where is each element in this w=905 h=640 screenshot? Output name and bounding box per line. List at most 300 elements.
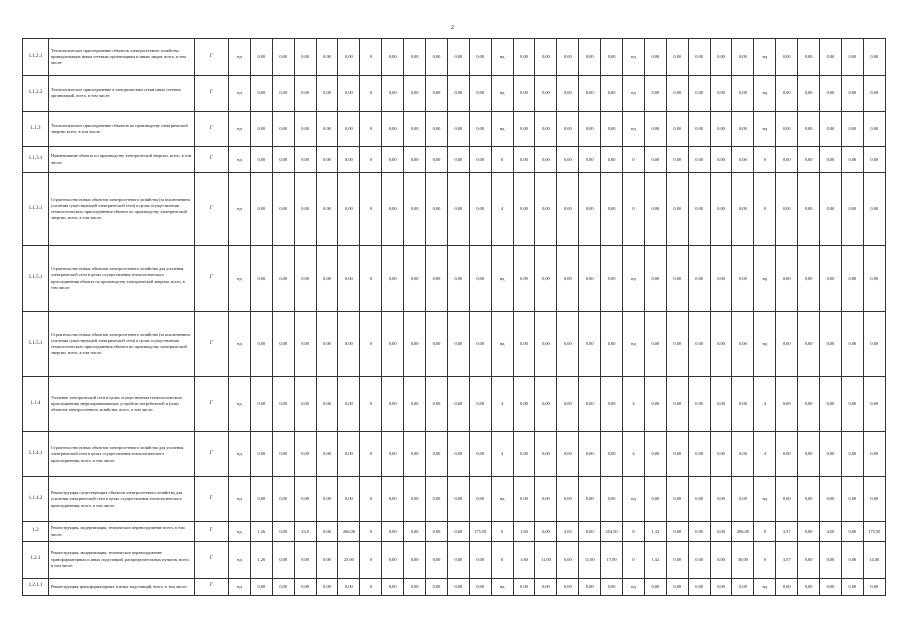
value-cell: нд: [229, 172, 251, 246]
value-cell: нд: [623, 111, 645, 147]
row-category: Г: [195, 578, 229, 595]
value-cell: 0,00: [535, 147, 557, 173]
row-code: 1.1.3: [23, 111, 49, 147]
row-description: Строительство новых объектов электросетевого хозяйства (за исключением усиления существующей электрической сети) в целях осуществления технологического присоединения объекта по производству электрической энергии, всего, в том числе:: [49, 172, 195, 246]
value-cell: 0,00: [579, 477, 601, 522]
value-cell: 0,00: [316, 541, 338, 578]
value-cell: 0,00: [272, 477, 294, 522]
value-cell: 0,00: [382, 172, 404, 246]
value-cell: 0,00: [644, 377, 666, 432]
value-cell: 0,00: [272, 147, 294, 173]
value-cell: 0,00: [338, 147, 360, 173]
value-cell: 0,00: [557, 172, 579, 246]
value-cell: 0,00: [557, 578, 579, 595]
value-cell: 0,00: [841, 377, 863, 432]
value-cell: 0,00: [644, 111, 666, 147]
value-cell: 4: [754, 377, 776, 432]
value-cell: 0,00: [666, 111, 688, 147]
row-code: 1.1.5.1: [23, 246, 49, 311]
value-cell: 0,00: [820, 246, 842, 311]
value-cell: нд: [229, 75, 251, 111]
value-cell: 0,00: [447, 311, 469, 376]
value-cell: 0,00: [447, 172, 469, 246]
value-cell: 0,00: [841, 477, 863, 522]
value-cell: 0,00: [798, 311, 820, 376]
value-cell: 0,00: [294, 578, 316, 595]
value-cell: 0,00: [579, 311, 601, 376]
value-cell: 0: [754, 172, 776, 246]
value-cell: 0,00: [426, 172, 448, 246]
value-cell: 0,00: [338, 311, 360, 376]
row-category: Г: [195, 111, 229, 147]
value-cell: 0,00: [316, 477, 338, 522]
value-cell: 0,00: [644, 578, 666, 595]
value-cell: 0,00: [732, 39, 754, 76]
row-code: 1.1.3.1: [23, 172, 49, 246]
value-cell: 0,00: [535, 246, 557, 311]
value-cell: 0,00: [250, 377, 272, 432]
row-category: Г: [195, 75, 229, 111]
value-cell: 0,00: [579, 246, 601, 311]
value-cell: 0: [360, 39, 382, 76]
value-cell: нд: [491, 39, 513, 76]
value-cell: нд: [623, 477, 645, 522]
row-code: 1.1.5.1: [23, 311, 49, 376]
value-cell: 0,00: [338, 111, 360, 147]
table-row: [23, 39, 886, 76]
value-cell: нд: [754, 477, 776, 522]
value-cell: 0,00: [557, 246, 579, 311]
value-cell: 0,00: [447, 522, 469, 541]
value-cell: 0,00: [863, 311, 885, 376]
value-cell: нд: [229, 477, 251, 522]
value-cell: 0,00: [710, 432, 732, 477]
value-cell: 0,00: [666, 477, 688, 522]
value-cell: 0,00: [820, 477, 842, 522]
value-cell: 0,00: [688, 311, 710, 376]
value-cell: 0,00: [426, 147, 448, 173]
value-cell: 0,00: [294, 147, 316, 173]
value-cell: 0,00: [820, 541, 842, 578]
value-cell: 0,00: [469, 172, 491, 246]
value-cell: 0,00: [841, 541, 863, 578]
value-cell: 0,00: [688, 541, 710, 578]
value-cell: 0,00: [426, 75, 448, 111]
value-cell: нд: [754, 75, 776, 111]
value-cell: 0,00: [798, 578, 820, 595]
value-cell: 0: [360, 578, 382, 595]
value-cell: 0,00: [447, 477, 469, 522]
value-cell: 0,00: [316, 246, 338, 311]
value-cell: 11,00: [535, 541, 557, 578]
value-cell: 0,00: [820, 377, 842, 432]
value-cell: 0,00: [404, 377, 426, 432]
value-cell: нд: [623, 246, 645, 311]
value-cell: 0,00: [469, 147, 491, 173]
table-row: [23, 541, 886, 578]
value-cell: 0,00: [294, 541, 316, 578]
value-cell: 0,00: [316, 377, 338, 432]
value-cell: 0,00: [776, 246, 798, 311]
value-cell: нд: [491, 311, 513, 376]
value-cell: нд: [754, 578, 776, 595]
value-cell: 0,00: [404, 147, 426, 173]
value-cell: 0,00: [579, 39, 601, 76]
row-description: Технологическое присоединение к электрическим сетям иных сетевых организаций, всего, в том числе:: [49, 75, 195, 111]
value-cell: 0: [754, 522, 776, 541]
value-cell: 0,00: [666, 246, 688, 311]
value-cell: 0,00: [447, 541, 469, 578]
value-cell: 0,00: [250, 477, 272, 522]
value-cell: 30,00: [732, 541, 754, 578]
value-cell: 0,00: [732, 578, 754, 595]
value-cell: 0,00: [426, 578, 448, 595]
value-cell: 0,00: [710, 111, 732, 147]
value-cell: 0,00: [820, 311, 842, 376]
value-cell: 0,00: [513, 432, 535, 477]
value-cell: 0,00: [316, 578, 338, 595]
table-row: [23, 147, 886, 173]
value-cell: 0,00: [535, 432, 557, 477]
value-cell: 0: [491, 147, 513, 173]
value-cell: 0,00: [382, 541, 404, 578]
value-cell: 0,00: [557, 377, 579, 432]
value-cell: 0,00: [820, 39, 842, 76]
value-cell: нд: [754, 111, 776, 147]
value-cell: 0,00: [338, 578, 360, 595]
value-cell: нд: [491, 477, 513, 522]
value-cell: 0,00: [666, 578, 688, 595]
value-cell: 0,00: [666, 432, 688, 477]
value-cell: 0,00: [644, 147, 666, 173]
value-cell: 0,00: [250, 75, 272, 111]
row-code: 1.1.2.1: [23, 39, 49, 76]
value-cell: 0,00: [841, 311, 863, 376]
value-cell: 23,0: [294, 522, 316, 541]
value-cell: 0,00: [601, 246, 623, 311]
value-cell: 0,00: [513, 75, 535, 111]
value-cell: 0,00: [666, 75, 688, 111]
value-cell: 0,00: [688, 432, 710, 477]
value-cell: 0,00: [382, 477, 404, 522]
value-cell: 0,00: [294, 111, 316, 147]
row-category: Г: [195, 377, 229, 432]
value-cell: 0,00: [426, 522, 448, 541]
value-cell: 0,00: [688, 75, 710, 111]
value-cell: 0,00: [798, 541, 820, 578]
value-cell: нд: [229, 111, 251, 147]
value-cell: 0,00: [798, 377, 820, 432]
value-cell: 0,00: [601, 578, 623, 595]
value-cell: 0,00: [316, 147, 338, 173]
row-code: 1.2: [23, 522, 49, 541]
value-cell: 0,00: [601, 311, 623, 376]
value-cell: 0,00: [863, 432, 885, 477]
table-row: [23, 377, 886, 432]
value-cell: 0,00: [535, 75, 557, 111]
value-cell: нд: [491, 111, 513, 147]
value-cell: 0,00: [601, 39, 623, 76]
value-cell: 0,00: [316, 522, 338, 541]
value-cell: 0,00: [644, 75, 666, 111]
value-cell: 0,00: [710, 172, 732, 246]
value-cell: 0,00: [710, 39, 732, 76]
value-cell: 0,00: [404, 522, 426, 541]
value-cell: 0,00: [820, 111, 842, 147]
value-cell: 0,00: [382, 75, 404, 111]
value-cell: 0,00: [426, 111, 448, 147]
value-cell: 0,00: [732, 75, 754, 111]
value-cell: 0,00: [710, 522, 732, 541]
value-cell: 0,00: [404, 432, 426, 477]
value-cell: 0,00: [513, 246, 535, 311]
value-cell: 0,00: [535, 477, 557, 522]
value-cell: 0,00: [469, 246, 491, 311]
value-cell: 4: [491, 172, 513, 246]
value-cell: 0,00: [710, 477, 732, 522]
value-cell: 0,00: [338, 75, 360, 111]
value-cell: 0,00: [863, 246, 885, 311]
value-cell: 0,00: [798, 39, 820, 76]
value-cell: 0: [360, 541, 382, 578]
value-cell: нд: [754, 311, 776, 376]
value-cell: 0,00: [863, 377, 885, 432]
row-code: 1.1.4.2: [23, 477, 49, 522]
investment-program-table: [22, 38, 886, 596]
value-cell: 0,00: [820, 172, 842, 246]
page-number: 2: [451, 25, 454, 31]
value-cell: нд: [491, 75, 513, 111]
row-category: Г: [195, 39, 229, 76]
value-cell: 206,00: [732, 522, 754, 541]
value-cell: 0,00: [272, 578, 294, 595]
value-cell: 0,00: [250, 147, 272, 173]
value-cell: 0,00: [535, 311, 557, 376]
table-row: [23, 477, 886, 522]
value-cell: 17,00: [601, 541, 623, 578]
value-cell: 0,00: [798, 522, 820, 541]
value-cell: 0,00: [382, 522, 404, 541]
value-cell: 0,00: [798, 172, 820, 246]
value-cell: 0,00: [798, 477, 820, 522]
value-cell: 0,00: [644, 172, 666, 246]
value-cell: 0,00: [316, 172, 338, 246]
value-cell: нд: [754, 246, 776, 311]
value-cell: 0,00: [447, 246, 469, 311]
value-cell: 0,00: [250, 39, 272, 76]
value-cell: 0,00: [666, 311, 688, 376]
value-cell: 0,00: [250, 432, 272, 477]
value-cell: 0,00: [863, 39, 885, 76]
value-cell: 0,00: [513, 477, 535, 522]
value-cell: 0,00: [426, 432, 448, 477]
value-cell: 0,00: [294, 311, 316, 376]
row-code: 1.1.3.1: [23, 147, 49, 173]
value-cell: 0,00: [447, 39, 469, 76]
value-cell: 0,00: [513, 147, 535, 173]
row-description: Строительство новых объектов электросетевого хозяйства для усиления электрической сети в целях осуществления технологического присоединения объекта по производству электрической энергии, всего, в том числе:: [49, 246, 195, 311]
value-cell: 0,00: [426, 39, 448, 76]
value-cell: 0,00: [316, 111, 338, 147]
value-cell: 11,00: [579, 541, 601, 578]
value-cell: 0,00: [776, 75, 798, 111]
row-category: Г: [195, 541, 229, 578]
value-cell: 0,00: [382, 111, 404, 147]
value-cell: 0,00: [863, 578, 885, 595]
value-cell: 0,00: [841, 147, 863, 173]
value-cell: 0,00: [601, 75, 623, 111]
value-cell: 3,65: [557, 522, 579, 541]
value-cell: 0,00: [535, 111, 557, 147]
table-body: [23, 39, 886, 596]
value-cell: 0,00: [272, 432, 294, 477]
row-category: Г: [195, 432, 229, 477]
value-cell: 0,00: [250, 172, 272, 246]
table-row: [23, 522, 886, 541]
value-cell: 4: [623, 432, 645, 477]
value-cell: 0,00: [557, 311, 579, 376]
value-cell: 0,00: [732, 246, 754, 311]
value-cell: 1,32: [644, 522, 666, 541]
value-cell: 0,00: [863, 172, 885, 246]
value-cell: 0,00: [688, 578, 710, 595]
value-cell: 0,00: [469, 75, 491, 111]
value-cell: 4: [754, 432, 776, 477]
value-cell: 0,00: [469, 111, 491, 147]
value-cell: 0,00: [776, 377, 798, 432]
value-cell: 0,00: [841, 432, 863, 477]
value-cell: 0,00: [601, 172, 623, 246]
value-cell: 4: [491, 377, 513, 432]
value-cell: нд: [229, 311, 251, 376]
value-cell: 0,00: [382, 432, 404, 477]
value-cell: 0,00: [863, 147, 885, 173]
value-cell: 0,00: [688, 172, 710, 246]
value-cell: нд: [229, 147, 251, 173]
value-cell: 0,00: [338, 246, 360, 311]
value-cell: 0,00: [294, 39, 316, 76]
value-cell: 0,00: [426, 541, 448, 578]
value-cell: 0,00: [382, 39, 404, 76]
row-code: 1.2.1: [23, 541, 49, 578]
row-code: 1.2.1.1: [23, 578, 49, 595]
table-row: [23, 172, 886, 246]
value-cell: 1,26: [250, 522, 272, 541]
value-cell: 0: [623, 172, 645, 246]
value-cell: 0,00: [338, 39, 360, 76]
value-cell: 0,00: [294, 477, 316, 522]
value-cell: 0: [754, 147, 776, 173]
value-cell: 0,00: [469, 477, 491, 522]
value-cell: 0,00: [601, 111, 623, 147]
value-cell: 0,00: [863, 75, 885, 111]
value-cell: 0,00: [404, 578, 426, 595]
value-cell: 0,00: [666, 172, 688, 246]
value-cell: 0,00: [666, 522, 688, 541]
row-description: Усиление электрической сети в целях осуществления технологического присоединения энергопринимающих устройств потребителей и (или) объектов электросетевого хозяйства, всего, в том числе:: [49, 377, 195, 432]
value-cell: 25,00: [338, 541, 360, 578]
value-cell: 0,00: [820, 578, 842, 595]
value-cell: 0,00: [732, 147, 754, 173]
value-cell: 0: [491, 541, 513, 578]
value-cell: 0,00: [404, 39, 426, 76]
row-category: Г: [195, 147, 229, 173]
value-cell: 0,00: [798, 75, 820, 111]
value-cell: 0,00: [294, 172, 316, 246]
value-cell: 0,00: [338, 172, 360, 246]
value-cell: 0,00: [732, 432, 754, 477]
row-category: Г: [195, 311, 229, 376]
value-cell: 0,00: [644, 477, 666, 522]
value-cell: 0,00: [776, 147, 798, 173]
row-description: Строительство новых объектов электросетевого хозяйства (за исключением усиления существующей электрической сети) в целях осуществления технологического присоединения объекта по производству электрической энергии, всего, в том числе:: [49, 311, 195, 376]
value-cell: 0,00: [316, 311, 338, 376]
value-cell: 0,00: [841, 75, 863, 111]
value-cell: 0,00: [338, 377, 360, 432]
value-cell: 0,00: [404, 541, 426, 578]
value-cell: 0,00: [579, 147, 601, 173]
value-cell: 0,00: [732, 477, 754, 522]
row-category: Г: [195, 246, 229, 311]
row-description: Реконструкция, модернизация, техническое перевооружение всего, в том числе:: [49, 522, 195, 541]
value-cell: нд: [229, 39, 251, 76]
value-cell: 0,00: [710, 578, 732, 595]
row-category: Г: [195, 172, 229, 246]
value-cell: 0,00: [250, 246, 272, 311]
value-cell: 0,00: [272, 246, 294, 311]
value-cell: 0,00: [513, 311, 535, 376]
value-cell: 0,00: [382, 578, 404, 595]
value-cell: 0,00: [798, 246, 820, 311]
value-cell: 0,00: [841, 39, 863, 76]
value-cell: 0,00: [272, 75, 294, 111]
row-code: 1.1.4.1: [23, 432, 49, 477]
value-cell: 1,26: [250, 541, 272, 578]
value-cell: 0,00: [688, 246, 710, 311]
value-cell: 0: [623, 541, 645, 578]
value-cell: 0,00: [404, 246, 426, 311]
row-description: Реконструкция, модернизация, техническое перевооружение трансформаторных и иных подстанций, распределительных пунктов, всего, в том числе:: [49, 541, 195, 578]
value-cell: нд: [229, 246, 251, 311]
value-cell: 0: [360, 111, 382, 147]
value-cell: 0,00: [469, 311, 491, 376]
value-cell: 4: [623, 377, 645, 432]
value-cell: 0,00: [535, 578, 557, 595]
value-cell: нд: [754, 39, 776, 76]
value-cell: 0,00: [382, 147, 404, 173]
value-cell: 0,00: [841, 522, 863, 541]
value-cell: 0,00: [732, 377, 754, 432]
value-cell: 0,00: [841, 578, 863, 595]
value-cell: 0,00: [666, 377, 688, 432]
value-cell: 0,00: [404, 111, 426, 147]
value-cell: 0,00: [404, 311, 426, 376]
value-cell: 0,00: [732, 311, 754, 376]
value-cell: 0,00: [513, 111, 535, 147]
value-cell: 0,00: [447, 111, 469, 147]
value-cell: 0,00: [469, 432, 491, 477]
value-cell: 0,00: [666, 147, 688, 173]
value-cell: 0,00: [447, 578, 469, 595]
value-cell: 0,00: [469, 39, 491, 76]
value-cell: 0,00: [535, 377, 557, 432]
row-description: Реконструкция трансформаторных и иных подстанций, всего, в том числе:: [49, 578, 195, 595]
value-cell: 0,00: [710, 246, 732, 311]
value-cell: 0: [754, 541, 776, 578]
value-cell: 0,00: [688, 147, 710, 173]
table-row: [23, 311, 886, 376]
value-cell: 0,00: [688, 39, 710, 76]
